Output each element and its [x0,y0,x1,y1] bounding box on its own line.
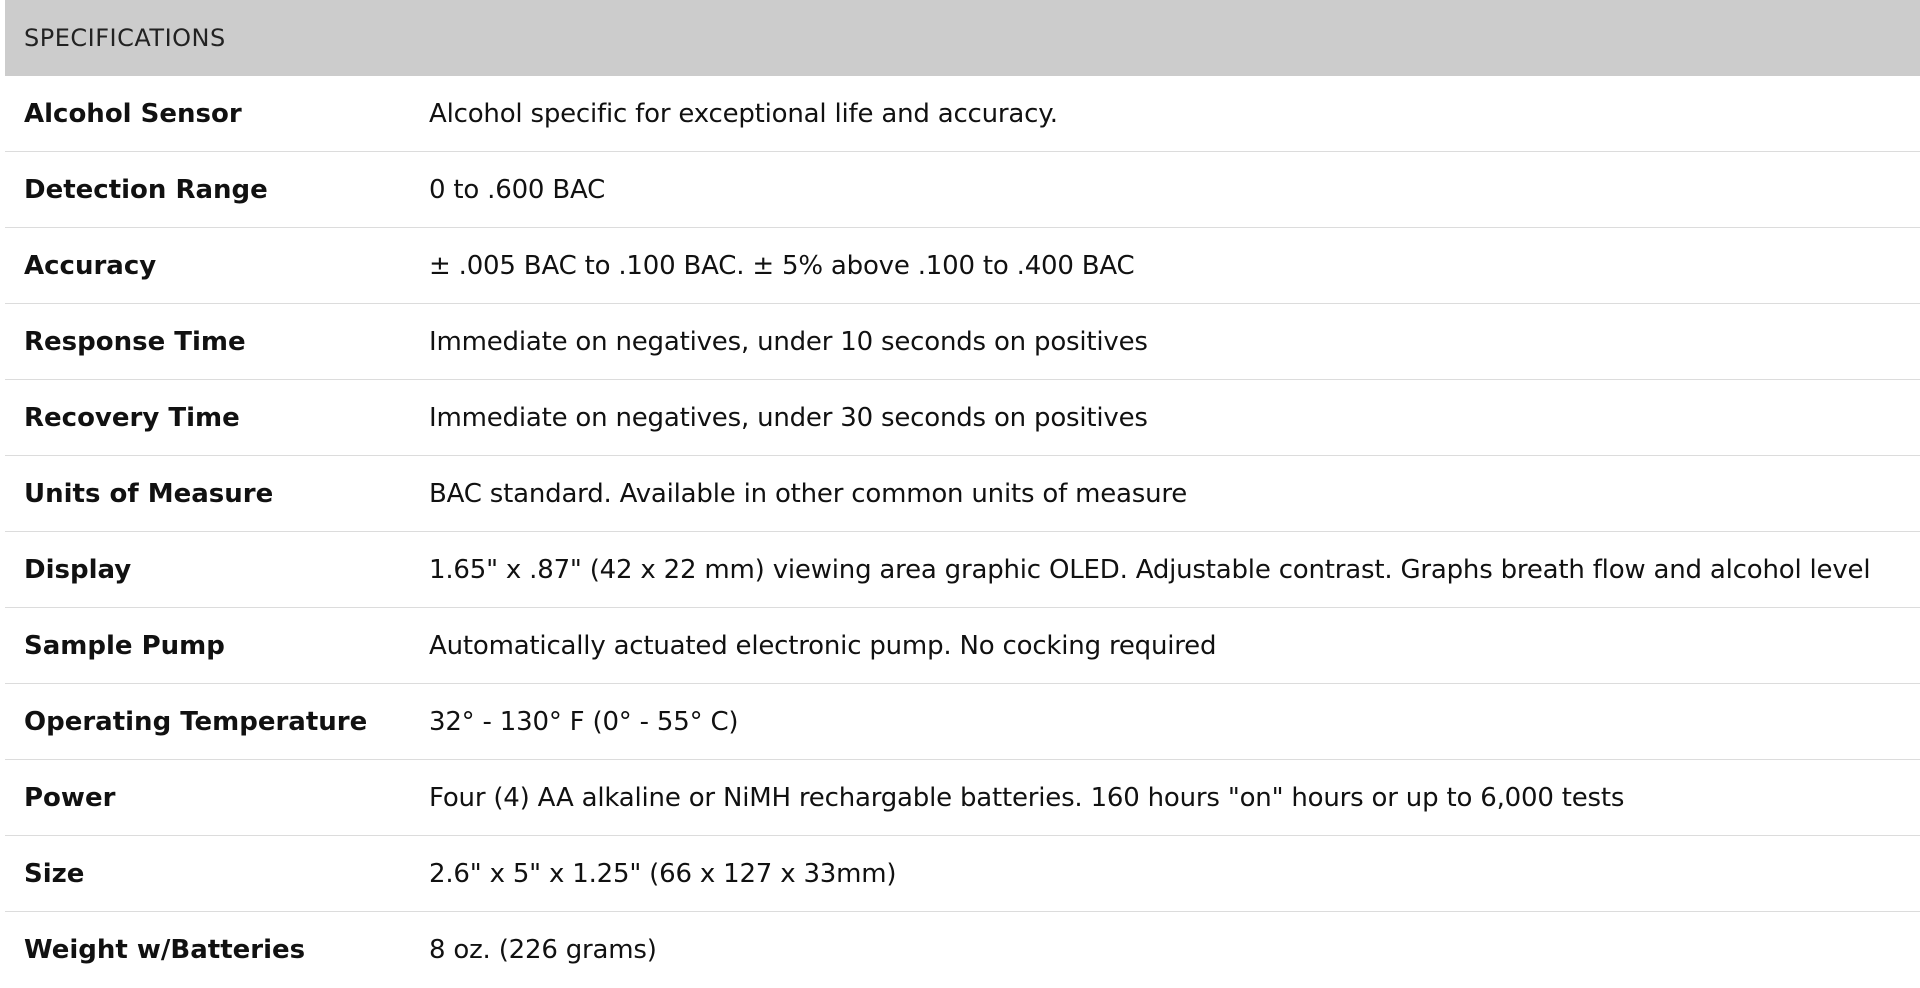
spec-label: Alcohol Sensor [24,98,242,129]
spec-row-operating-temperature [5,684,1920,760]
spec-value: Immediate on negatives, under 30 seconds on positives [429,402,1148,433]
spec-row-detection-range [5,152,1920,228]
spec-value: BAC standard. Available in other common units of measure [429,478,1188,509]
spec-label: Size [24,858,85,889]
spec-row-units-of-measure [5,456,1920,532]
spec-value: Automatically actuated electronic pump. No cocking required [429,630,1217,661]
spec-label: Detection Range [24,174,268,205]
spec-label: Recovery Time [24,402,240,433]
spec-row-sample-pump [5,608,1920,684]
spec-label: Sample Pump [24,630,225,661]
specifications-table [5,0,1920,988]
spec-value: Immediate on negatives, under 10 seconds on positives [429,326,1148,357]
spec-label: Power [24,782,116,813]
spec-row-recovery-time [5,380,1920,456]
spec-value: 8 oz. (226 grams) [429,935,657,965]
spec-value: 1.65" x .87" (42 x 22 mm) viewing area graphic OLED. Adjustable contrast. Graphs breath flow and alcohol level [429,554,1871,585]
spec-row-accuracy [5,228,1920,304]
spec-label: Weight w/Batteries [24,935,306,965]
spec-label: Response Time [24,326,246,357]
spec-value: ± .005 BAC to .100 BAC. ± 5% above .100 to .400 BAC [429,250,1135,281]
spec-value: Alcohol specific for exceptional life and accuracy. [429,98,1058,129]
spec-value: 0 to .600 BAC [429,174,606,205]
spec-row-power [5,760,1920,836]
spec-row-alcohol-sensor [5,76,1920,152]
spec-row-weight [5,912,1920,988]
spec-label: Units of Measure [24,478,274,509]
spec-row-size [5,836,1920,912]
specifications-header: SPECIFICATIONS [5,0,1920,76]
spec-label: Accuracy [24,250,157,281]
spec-value: 2.6" x 5" x 1.25" (66 x 127 x 33mm) [429,858,897,889]
spec-row-display [5,532,1920,608]
spec-label: Operating Temperature [24,706,368,737]
spec-value: Four (4) AA alkaline or NiMH rechargable batteries. 160 hours "on" hours or up to 6,000 tests [429,782,1625,813]
spec-value: 32° - 130° F (0° - 55° C) [429,706,739,737]
spec-label: Display [24,554,132,585]
spec-row-response-time [5,304,1920,380]
